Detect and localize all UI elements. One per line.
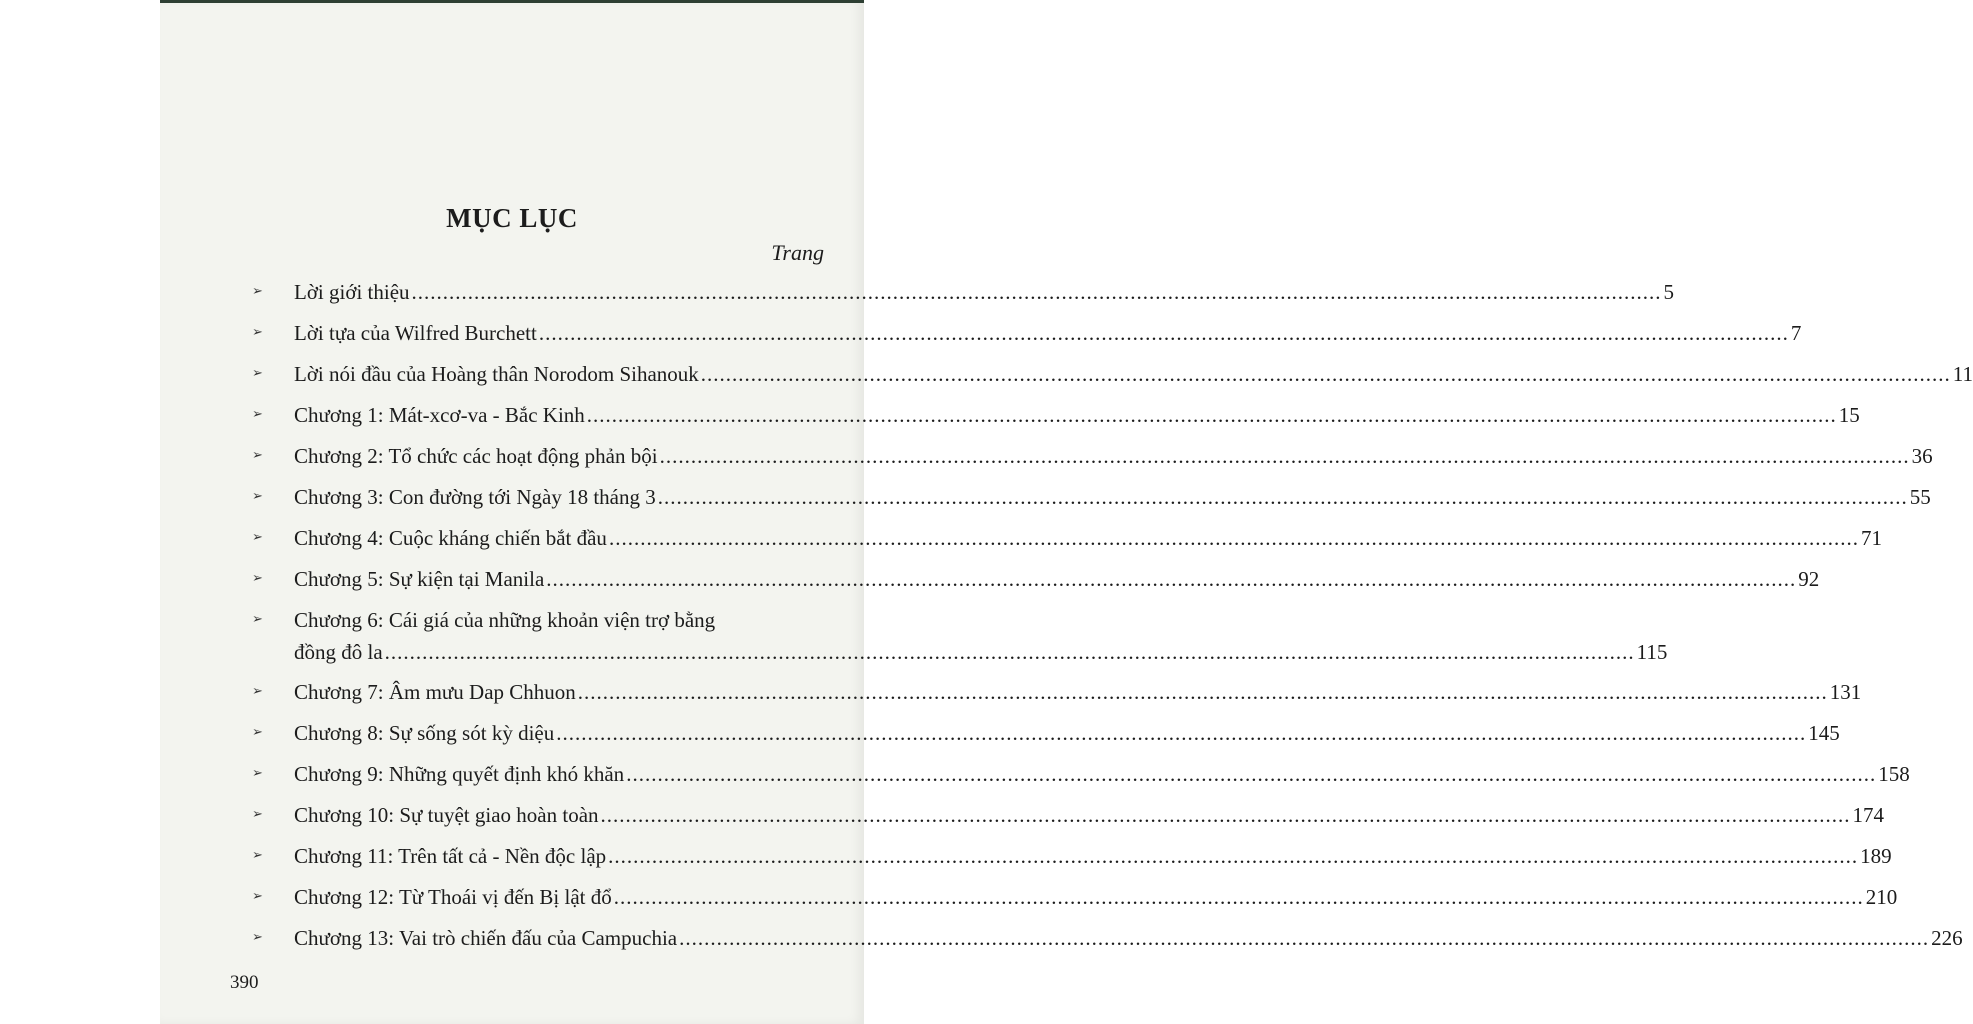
- toc-entry-page-number: 226: [1931, 926, 1963, 950]
- dot-leader: ........................................................................................................................................................................................................: [679, 926, 1930, 950]
- arrow-bullet-icon: ➢: [252, 930, 263, 945]
- toc-entry-label: Chương 5: Sự kiện tại Manila: [294, 567, 545, 591]
- toc-entry-page-number: 7: [1790, 321, 1802, 345]
- arrow-bullet-icon: ➢: [252, 684, 263, 699]
- arrow-bullet-icon: ➢: [252, 448, 263, 463]
- page-column-label: Trang: [771, 240, 824, 265]
- arrow-bullet-icon: ➢: [252, 530, 263, 545]
- footer-page-number: 390: [230, 972, 259, 993]
- toc-entry-page-number: 210: [1865, 885, 1898, 909]
- toc-entry-label: Chương 9: Những quyết định khó khăn: [294, 762, 625, 786]
- dot-leader: ........................................................................................................................................................................................................: [700, 362, 1951, 386]
- arrow-bullet-icon: ➢: [252, 571, 263, 586]
- toc-entry-label: Chương 11: Trên tất cả - Nền độc lập: [294, 844, 607, 868]
- toc-entry-page-number: 145: [1808, 721, 1840, 745]
- toc-entry-label: Lời nói đầu của Hoàng thân Norodom Sihanouk: [294, 362, 699, 386]
- arrow-bullet-icon: ➢: [252, 366, 263, 381]
- toc-entry-label: Chương 1: Mát-xcơ-va - Bắc Kinh: [294, 403, 585, 427]
- toc-entry-page-number: 36: [1911, 444, 1933, 468]
- arrow-bullet-icon: ➢: [252, 889, 263, 904]
- dot-leader: ........................................................................................................................................................................................................: [411, 280, 1662, 304]
- dot-leader: ........................................................................................................................................................................................................: [613, 885, 1864, 909]
- toc-entry-page-number: 115: [1636, 640, 1668, 664]
- toc-entry-page-number: 174: [1852, 803, 1885, 827]
- toc-entry-label: Chương 8: Sự sống sót kỳ diệu: [294, 721, 555, 745]
- toc-entry-page-number: 71: [1860, 526, 1882, 550]
- dot-leader: ........................................................................................................................................................................................................: [546, 567, 1797, 591]
- arrow-bullet-icon: ➢: [252, 284, 263, 299]
- arrow-bullet-icon: ➢: [252, 489, 263, 504]
- dot-leader: ........................................................................................................................................................................................................: [586, 403, 1837, 427]
- toc-entry-page-number: 189: [1860, 844, 1892, 868]
- toc-entry-label: Lời tựa của Wilfred Burchett: [294, 321, 537, 345]
- arrow-bullet-icon: ➢: [252, 407, 263, 422]
- dot-leader: ........................................................................................................................................................................................................: [556, 721, 1807, 745]
- dot-leader: ........................................................................................................................................................................................................: [384, 640, 1635, 664]
- toc-entry-page-number: 55: [1909, 485, 1931, 509]
- page-title: MỤC LỤC: [446, 203, 578, 233]
- page-top-edge: [160, 0, 864, 3]
- arrow-bullet-icon: ➢: [252, 725, 263, 740]
- toc-entry-label: Chương 7: Âm mưu Dap Chhuon: [294, 680, 576, 704]
- dot-leader: ........................................................................................................................................................................................................: [577, 680, 1828, 704]
- toc-entry-page-number: 5: [1663, 280, 1675, 304]
- arrow-bullet-icon: ➢: [252, 766, 263, 781]
- toc-entry-label: Chương 3: Con đường tới Ngày 18 tháng 3: [294, 485, 656, 509]
- toc-entry-label: Chương 4: Cuộc kháng chiến bắt đầu: [294, 526, 607, 550]
- toc-entry-page-number: 92: [1798, 567, 1820, 591]
- toc-entry-label: Chương 6: Cái giá của những khoản viện trợ bằng: [294, 608, 716, 632]
- arrow-bullet-icon: ➢: [252, 325, 263, 340]
- toc-entry-page-number: 11: [1952, 362, 1973, 386]
- dot-leader: ........................................................................................................................................................................................................: [600, 803, 1851, 827]
- toc-entry-label: Lời giới thiệu: [294, 280, 410, 304]
- toc-entry-page-number: 158: [1878, 762, 1910, 786]
- toc-entry-page-number: 15: [1838, 403, 1860, 427]
- arrow-bullet-icon: ➢: [252, 807, 263, 822]
- dot-leader: ........................................................................................................................................................................................................: [608, 526, 1859, 550]
- arrow-bullet-icon: ➢: [252, 612, 263, 627]
- toc-entry-label: Chương 10: Sự tuyệt giao hoàn toàn: [294, 803, 599, 827]
- toc-entry-label: Chương 2: Tổ chức các hoạt động phản bội: [294, 444, 658, 468]
- dot-leader: ........................................................................................................................................................................................................: [657, 485, 1908, 509]
- dot-leader: ........................................................................................................................................................................................................: [626, 762, 1877, 786]
- toc-entry-page-number: 131: [1829, 680, 1862, 704]
- dot-leader: ........................................................................................................................................................................................................: [659, 444, 1910, 468]
- book-page: [160, 0, 1973, 1024]
- toc-entry-label: Chương 13: Vai trò chiến đấu của Campuchia: [294, 926, 678, 950]
- dot-leader: ........................................................................................................................................................................................................: [538, 321, 1789, 345]
- dot-leader: ........................................................................................................................................................................................................: [608, 844, 1859, 868]
- toc-entry-label: Chương 12: Từ Thoái vị đến Bị lật đổ: [294, 885, 612, 909]
- toc-entry-label-continued: đồng đô la: [294, 640, 383, 664]
- arrow-bullet-icon: ➢: [252, 848, 263, 863]
